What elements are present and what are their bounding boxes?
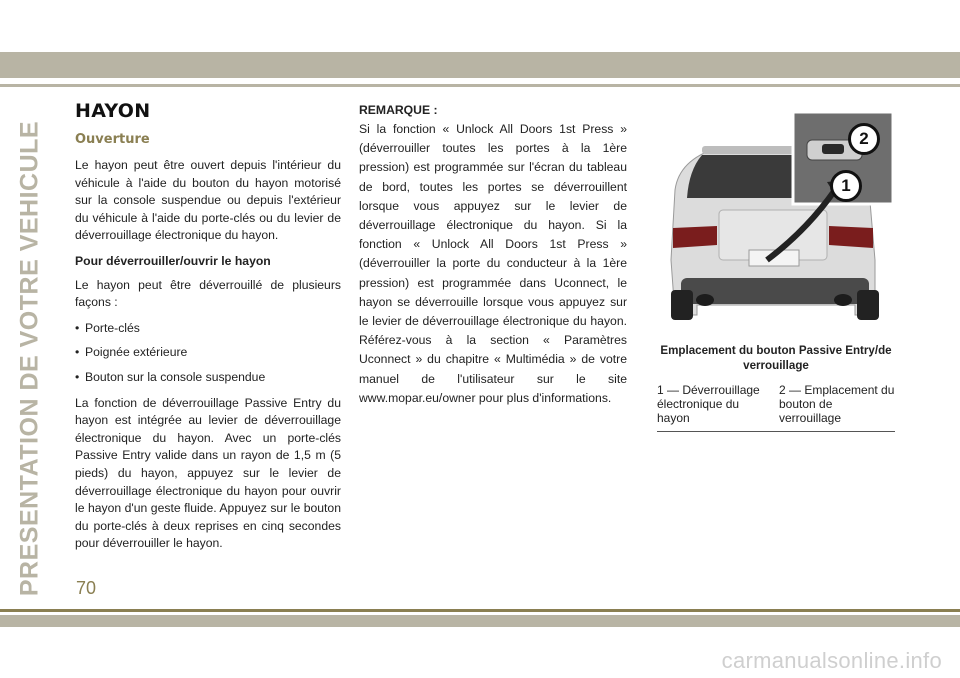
list-item: • Poignée extérieure: [75, 344, 341, 362]
list-item: • Bouton sur la console suspendue: [75, 369, 341, 387]
page-title: HAYON: [75, 100, 151, 122]
paragraph-intro: Le hayon peut être ouvert depuis l'intérieur du véhicule à l'aide du bouton du hayon motorisé sur la console suspendue ou depuis l'extérieur du véhicule à l'aide du porte-clés ou du levier de déverrouillage électronique du hayon.: [75, 158, 341, 243]
column-middle: [359, 103, 627, 416]
legend-item-2: 2 — Emplacement du bouton de verrouillage: [779, 383, 895, 425]
figure-legend: [657, 383, 895, 432]
section-side-title: PRESENTATION DE VOTRE VEHICULE: [15, 120, 44, 597]
paragraph-methods: Le hayon peut être déverrouillé de plusieurs façons :: [75, 277, 341, 310]
column-right: [657, 110, 895, 432]
page-number: 70: [76, 578, 97, 598]
callout-1: 1: [830, 170, 862, 202]
bullet-icon: •: [75, 345, 80, 360]
section-subtitle: Ouverture: [75, 132, 150, 147]
vehicle-rear-illustration: [657, 110, 895, 330]
top-rule: [0, 84, 960, 87]
bullet-icon: •: [75, 320, 80, 335]
bottom-rule: [0, 609, 960, 612]
legend-item-1: 1 — Déverrouillage électronique du hayon: [657, 383, 760, 425]
paragraph-passive-entry: La fonction de déverrouillage Passive Entry du hayon est intégrée au levier de déverrouillage électronique du hayon. Avec un porte-clés Passive Entry valide dans un rayon de 1,5 m (5 pieds) du hayon, appuyez sur le levier de déverrouillage électronique du hayon pour ouvrir le hayon d'un geste fluide. Appuyez sur le bouton du porte-clés à deux reprises en cinq secondes pour déverrouiller le hayon.: [75, 395, 341, 551]
unlock-methods-list: [75, 320, 341, 387]
sub-heading: Pour déverrouiller/ouvrir le hayon: [75, 253, 271, 268]
bottom-band: [0, 615, 960, 627]
bullet-icon: •: [75, 369, 80, 384]
list-item: • Porte-clés: [75, 320, 341, 338]
figure-caption: Emplacement du bouton Passive Entry/de verrouillage: [660, 344, 892, 372]
note-text: Si la fonction « Unlock All Doors 1st Press » (déverrouiller toutes les portes à la 1ère pression) est programmée sur l'écran du tableau de bord, toutes les portes se déverrouillent lorsque vous appuyez sur le levier de déverrouillage électronique du hayon. Si la fonction « Unlock All Doors 1st Press » (déverrouiller la porte du conducteur à la 1ère pression) est programmée dans Uconnect, le hayon se déverrouille lorsque vous appuyez sur le levier de déverrouillage électronique du hayon. Référez-vous à la section « Paramètres Uconnect » du chapitre « Multimédia » de votre manuel de l'utilisateur sur le site www.mopar.eu/owner pour plus d'informations.: [359, 122, 627, 405]
note-label: REMARQUE :: [359, 103, 438, 117]
callout-2: 2: [848, 123, 880, 155]
watermark: carmanualsonline.info: [721, 648, 942, 673]
top-band: [0, 52, 960, 78]
column-left: [75, 100, 341, 561]
